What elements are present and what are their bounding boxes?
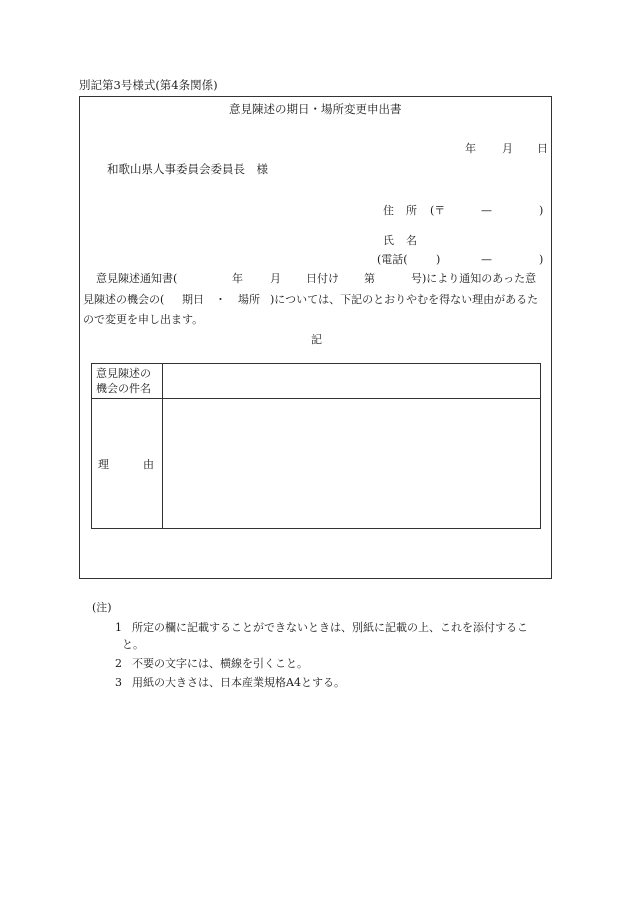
body-line-2-lead: 見陳述の機会の( <box>83 293 165 306</box>
ki-heading: 記 <box>311 333 322 346</box>
form-number-label: 別記第3号様式(第4条関係) <box>79 78 218 92</box>
name-label-1: 氏 <box>383 234 394 247</box>
address-postal-dash: — <box>481 204 492 217</box>
row-reason-label-1: 理 <box>98 458 109 471</box>
body-line-2-tail: )については、下記のとおりやむを得ない理由があるた <box>270 293 539 306</box>
table-horizontal-divider <box>92 398 540 399</box>
table-vertical-divider <box>162 364 163 528</box>
phone-dash: — <box>481 253 492 266</box>
phone-close-inner: ) <box>436 253 441 266</box>
body-line-1-month: 月 <box>270 272 281 285</box>
address-close-paren: ) <box>539 204 544 217</box>
phone-close: ) <box>539 253 544 266</box>
body-line-1-tail: 号)により通知のあった意 <box>411 272 537 285</box>
body-line-3: ので変更を申し出ます。 <box>83 313 204 326</box>
body-line-1-lead: 意見陳述通知書( <box>96 272 178 285</box>
date-day-label: 日 <box>537 142 548 155</box>
note-2-text: 不要の文字には、横線を引くこと。 <box>132 657 308 670</box>
address-label-2: 所 <box>406 204 417 217</box>
addressee: 和歌山県人事委員会委員長 様 <box>107 162 268 176</box>
row-subject-label-line-2: 機会の件名 <box>96 382 151 395</box>
body-line-2-basho: 場所 <box>238 293 260 306</box>
body-line-1-dated: 日付け <box>306 272 339 285</box>
date-year-label: 年 <box>465 142 476 155</box>
body-line-1-year: 年 <box>232 272 243 285</box>
name-label-2: 名 <box>406 234 417 247</box>
note-2-number: 2 <box>115 657 122 670</box>
form-title: 意見陳述の期日・場所変更申出書 <box>229 102 402 116</box>
note-3-number: 3 <box>115 676 122 689</box>
note-1-text-line-1: 所定の欄に記載することができないときは、別紙に記載の上、これを添付するこ <box>132 621 528 634</box>
row-reason-label-2: 由 <box>143 458 154 471</box>
body-line-2-dot: ・ <box>215 293 226 306</box>
note-3-text: 用紙の大きさは、日本産業規格A4とする。 <box>132 676 345 689</box>
notes-heading: (注) <box>92 601 112 614</box>
note-1-text-line-2: と。 <box>122 638 144 651</box>
address-label-1: 住 <box>383 204 394 217</box>
phone-open: (電話( <box>377 253 408 266</box>
body-line-1-dai: 第 <box>364 272 375 285</box>
record-table <box>91 363 541 529</box>
date-month-label: 月 <box>502 142 513 155</box>
address-postal-open: (〒 <box>430 204 446 217</box>
body-line-2-kijitsu: 期日 <box>182 293 204 306</box>
row-subject-label-line-1: 意見陳述の <box>96 367 151 380</box>
note-1-number: 1 <box>115 621 122 634</box>
